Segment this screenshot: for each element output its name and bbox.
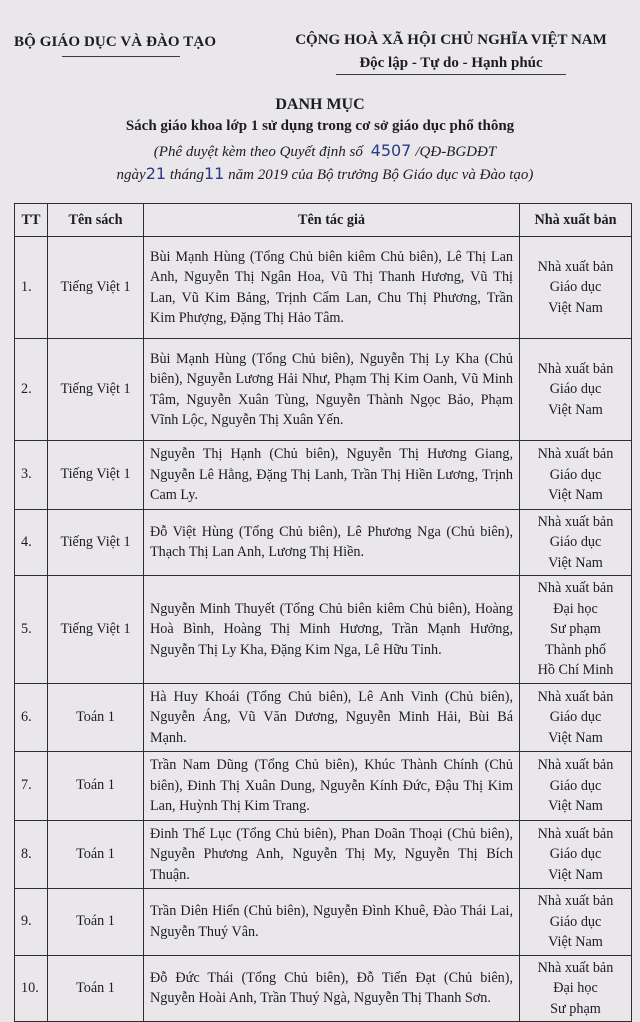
publisher-line: Nhà xuất bản — [537, 757, 614, 773]
publisher-line: Đại học — [553, 980, 598, 996]
publisher-line: Nhà xuất bản — [537, 446, 614, 462]
document-subtitle: Sách giáo khoa lớp 1 sử dụng trong cơ sở giáo dục phổ thông — [125, 118, 515, 134]
publisher-line: Nhà xuất bản — [537, 513, 614, 530]
header-publisher: Nhà xuất bản — [520, 204, 632, 237]
author-list: Hà Huy Khoái (Tổng Chủ biên), Lê Anh Vinh (Chủ biên), Nguyễn Áng, Vũ Văn Dương, Nguyễn Minh Hải, Bùi Bá Mạnh. — [144, 683, 520, 752]
author-list: Trần Nam Dũng (Tổng Chủ biên), Khúc Thành Chính (Chủ biên), Đinh Thị Xuân Dung, Nguyễn Kính Đức, Đậu Thị Kim Lan, Huỳnh Thị Kim Trang. — [144, 752, 520, 821]
author-list: Đỗ Đức Thái (Tổng Chủ biên), Đỗ Tiến Đạt (Chủ biên), Nguyễn Hoài Anh, Trần Thuý Ngà, Nguyễn Thị Thanh Sơn. — [144, 955, 520, 1022]
publisher-cell — [520, 441, 632, 510]
publisher-line: Việt Nam — [548, 401, 603, 418]
decision-month: 11 — [204, 164, 225, 183]
publisher-line: Việt Nam — [548, 554, 603, 571]
publisher-cell — [520, 576, 632, 684]
day-label: ngày — [116, 167, 146, 183]
publisher-line: Việt Nam — [548, 798, 603, 814]
table-row — [15, 576, 632, 684]
publisher-line: Việt Nam — [548, 487, 603, 503]
table-row — [15, 889, 632, 956]
book-title: Toán 1 — [48, 820, 144, 889]
row-number: 10. — [15, 955, 48, 1022]
book-title: Tiếng Việt 1 — [48, 339, 144, 441]
table-row — [15, 683, 632, 752]
publisher-cell — [520, 889, 632, 956]
publisher-line: Việt Nam — [548, 299, 603, 316]
publisher-line: Việt Nam — [548, 934, 603, 950]
document-title: DANH MỤC — [275, 96, 365, 113]
book-title: Tiếng Việt 1 — [48, 509, 144, 576]
publisher-line: Giáo dục — [549, 846, 602, 862]
publisher-line: Nhà xuất bản — [537, 688, 614, 705]
publisher-line: Nhà xuất bản — [537, 360, 614, 377]
row-number: 1. — [15, 237, 48, 339]
row-number: 8. — [15, 820, 48, 889]
publisher-line: Giáo dục — [549, 381, 602, 398]
publisher-line: Đại học — [553, 600, 598, 617]
table-row — [15, 339, 632, 441]
national-motto: Độc lập - Tự do - Hạnh phúc — [359, 55, 543, 71]
publisher-line: Giáo dục — [549, 279, 602, 296]
row-number: 5. — [15, 576, 48, 684]
approval-prefix: (Phê duyệt kèm theo Quyết định số — [153, 144, 363, 160]
table-row — [15, 955, 632, 1022]
publisher-line: Nhà xuất bản — [537, 258, 614, 275]
publisher-line: Giáo dục — [549, 777, 602, 794]
publisher-cell — [520, 509, 632, 576]
approval-note — [60, 140, 590, 186]
decision-number: 4507 — [370, 141, 412, 160]
publisher-line: Nhà xuất bản — [537, 825, 614, 842]
publisher-line: Việt Nam — [548, 866, 603, 883]
publisher-cell — [520, 683, 632, 752]
book-title: Tiếng Việt 1 — [48, 576, 144, 684]
author-list: Nguyễn Minh Thuyết (Tổng Chủ biên kiêm Chủ biên), Hoàng Hoà Bình, Hoàng Thị Minh Hương, Trần Mạnh Hưởng, Nguyễn Thị Ly Kha, Đặng Kim Nga, Lê Hữu Tỉnh. — [144, 576, 520, 684]
publisher-cell — [520, 237, 632, 339]
row-number: 6. — [15, 683, 48, 752]
publisher-line: Sư phạm — [550, 1000, 601, 1017]
book-title: Toán 1 — [48, 683, 144, 752]
publisher-cell — [520, 820, 632, 889]
publisher-line: Giáo dục — [549, 466, 602, 483]
author-list: Trần Diên Hiển (Chủ biên), Nguyễn Đình Khuê, Đào Thái Lai, Nguyễn Thuý Vân. — [144, 889, 520, 956]
publisher-line: Nhà xuất bản — [537, 893, 614, 909]
author-list: Bùi Mạnh Hùng (Tổng Chủ biên kiêm Chủ biên), Lê Thị Lan Anh, Nguyễn Thị Ngân Hoa, Vũ Thị Thanh Hương, Vũ Thị Lan, Vũ Kim Bảng, Trịnh Cẩm Lan, Chu Thị Phương, Trần Kim Phượng, Đặng Thị Hảo Tâm. — [144, 237, 520, 339]
author-list: Đỗ Việt Hùng (Tổng Chủ biên), Lê Phương Nga (Chủ biên), Thạch Thị Lan Anh, Lương Thị Hiền. — [144, 509, 520, 576]
country-name: CỘNG HOÀ XÃ HỘI CHỦ NGHĨA VIỆT NAM — [295, 32, 607, 48]
row-number: 3. — [15, 441, 48, 510]
publisher-line: Sư phạm — [550, 621, 601, 637]
decision-suffix: /QĐ-BGDĐT — [415, 144, 497, 160]
publisher-cell — [520, 955, 632, 1022]
publisher-line: Giáo dục — [549, 913, 602, 930]
textbook-table — [14, 203, 632, 1022]
author-list: Nguyễn Thị Hạnh (Chủ biên), Nguyễn Thị Hương Giang, Nguyễn Lê Hằng, Đặng Thị Lanh, Trần Thị Hiền Lương, Trịnh Cam Ly. — [144, 441, 520, 510]
book-title: Tiếng Việt 1 — [48, 441, 144, 510]
publisher-line: Thành phố — [544, 641, 607, 658]
month-label: tháng — [169, 167, 204, 183]
author-list: Bùi Mạnh Hùng (Tổng Chủ biên), Nguyễn Thị Ly Kha (Chủ biên), Nguyễn Lương Hải Như, Phạm Thị Kim Oanh, Vũ Minh Tâm, Nguyễn Xuân Tùng, Nguyễn Thành Ngọc Bảo, Phạm Vĩnh Lộc, Nguyễn Thị Xuân Yến. — [144, 339, 520, 441]
table-row — [15, 237, 632, 339]
table-header-row — [15, 204, 632, 237]
publisher-cell — [520, 752, 632, 821]
decision-day: 21 — [145, 164, 167, 183]
table-row — [15, 509, 632, 576]
header-authors: Tên tác giả — [144, 204, 520, 237]
motto-underline — [336, 74, 566, 75]
book-title: Tiếng Việt 1 — [48, 237, 144, 339]
table-row — [15, 441, 632, 510]
book-title: Toán 1 — [48, 889, 144, 956]
table-row — [15, 752, 632, 821]
publisher-cell — [520, 339, 632, 441]
publisher-line: Giáo dục — [549, 534, 602, 550]
year-text: năm 2019 của Bộ trưởng Bộ Giáo dục và Đào tạo) — [228, 167, 534, 183]
book-title: Toán 1 — [48, 955, 144, 1022]
publisher-line: Nhà xuất bản — [537, 580, 614, 596]
header-tt: TT — [15, 204, 48, 237]
row-number: 2. — [15, 339, 48, 441]
row-number: 4. — [15, 509, 48, 576]
ministry-underline — [62, 56, 180, 57]
publisher-line: Việt Nam — [548, 729, 603, 746]
national-header — [276, 32, 626, 72]
publisher-line: Giáo dục — [549, 709, 602, 725]
header-book: Tên sách — [48, 204, 144, 237]
table-row — [15, 820, 632, 889]
publisher-line: Hồ Chí Minh — [537, 662, 614, 678]
ministry-name: BỘ GIÁO DỤC VÀ ĐÀO TẠO — [14, 34, 217, 50]
book-title: Toán 1 — [48, 752, 144, 821]
author-list: Đinh Thế Lục (Tổng Chủ biên), Phan Doãn Thoại (Chủ biên), Nguyễn Phương Anh, Nguyễn Thị My, Nguyễn Thị Bích Thuận. — [144, 820, 520, 889]
row-number: 7. — [15, 752, 48, 821]
row-number: 9. — [15, 889, 48, 956]
publisher-line: Nhà xuất bản — [537, 959, 614, 976]
